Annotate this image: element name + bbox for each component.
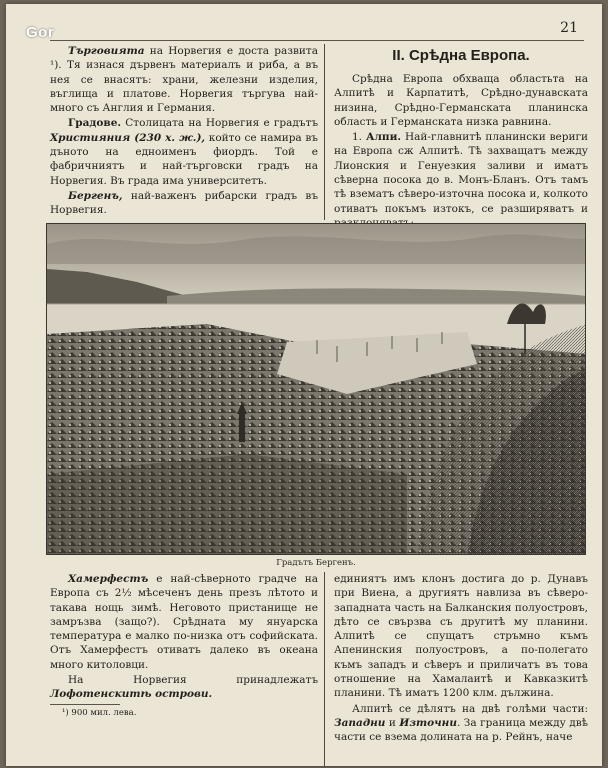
column-divider-top xyxy=(324,44,325,220)
paragraph-hammerfest: Хамерфестъ е най-сѣверното градче на Европа съ 2½ мѣсеченъ день презъ лѣтото и такава нощь зимѣ. Неговото пристанище не замръзва (защо?). Срѣдната му януарска температура е малко по-низка отъ софийската. Отъ Хамерфестъ отиватъ далеко въ океана много китоловци. xyxy=(50,573,318,671)
right-column-bottom xyxy=(334,572,588,746)
section-title: II. Срѣдна Европа. xyxy=(392,47,530,64)
left-column-bottom xyxy=(50,572,318,703)
paragraph-lofoten: На Норвегия принадлежатъ Лофотенскитѣ острови. xyxy=(50,674,318,701)
footnote: ¹) 900 мил. лева. xyxy=(62,708,137,718)
paragraph-trade: Търговията на Норвегия е доста развита ¹). Тя изнася дървенъ материалъ и риба, а въ нея се внасятъ: храни, железни изделия, въглища и платове. Норвегия търгува най-много съ Англия и Германия. xyxy=(50,45,318,115)
figure-caption: Градътъ Бергенъ. xyxy=(276,558,356,568)
header-rule xyxy=(50,40,584,41)
paragraph-alps: 1. Алпи. Най-главнитѣ планински вериги на Европа сж Алпитѣ. Тѣ захващатъ между Лионския и Генуезкия заливи и иматъ сѣверна посока до в. Монъ-Бланъ. Отъ тамъ тѣ взематъ сѣверо-източна посока и, колкото отиватъ покъмъ изтокъ, се разширяватъ и xyxy=(334,131,588,215)
paragraph-central-europe: Срѣдна Европа обхваща областьта на Алпитѣ и Карпатитѣ, Срѣдно-дунавската низина, Срѣдно-Германската планинска область и Германската низка равнина. xyxy=(334,73,588,128)
left-column-top xyxy=(50,44,318,219)
right-column-top xyxy=(334,44,588,231)
paragraph-bergen: Бергенъ, най-важенъ рибарски градъ въ Норвегия. xyxy=(50,189,318,217)
page-number: 21 xyxy=(560,20,578,36)
bergen-engraving-illustration xyxy=(47,224,586,555)
paragraph-alps-branches: единиятъ имъ клонъ достига до р. Дунавъ при Виена, а другиятъ навлиза въ сѣверо-западната часть на Балканския полуостровъ, дѣто се свързва съ другитѣ му планини. Алпитѣ се спущатъ стръмно къмъ Апенинския полуостровъ, а по-полегато къмъ западъ и сѣверъ и приличатъ въ това отношение на Хамалаитѣ и Кавказкитѣ планини. Тѣ иматъ 1200 клм. дължина. xyxy=(334,573,588,700)
book-page xyxy=(6,4,602,766)
watermark-logo: Gor xyxy=(26,24,55,41)
bergen-engraving xyxy=(46,223,586,555)
column-divider-bottom xyxy=(324,572,325,766)
footnote-rule xyxy=(50,704,120,705)
paragraph-cities: Градове. Столицата на Норвегия е градътъ Християния (230 х. ж.), който се намира въ дъното на едноименъ фиордъ. Той е фабричниятъ и най-търговски градъ на Норвегия. Въ града има университетъ. xyxy=(50,117,318,187)
paragraph-alps-division: Алпитѣ се дѣлятъ на двѣ голѣми части: Западни и Източни. За граница между двѣ части се взема долината на р. Рейнъ, наче xyxy=(334,702,588,744)
